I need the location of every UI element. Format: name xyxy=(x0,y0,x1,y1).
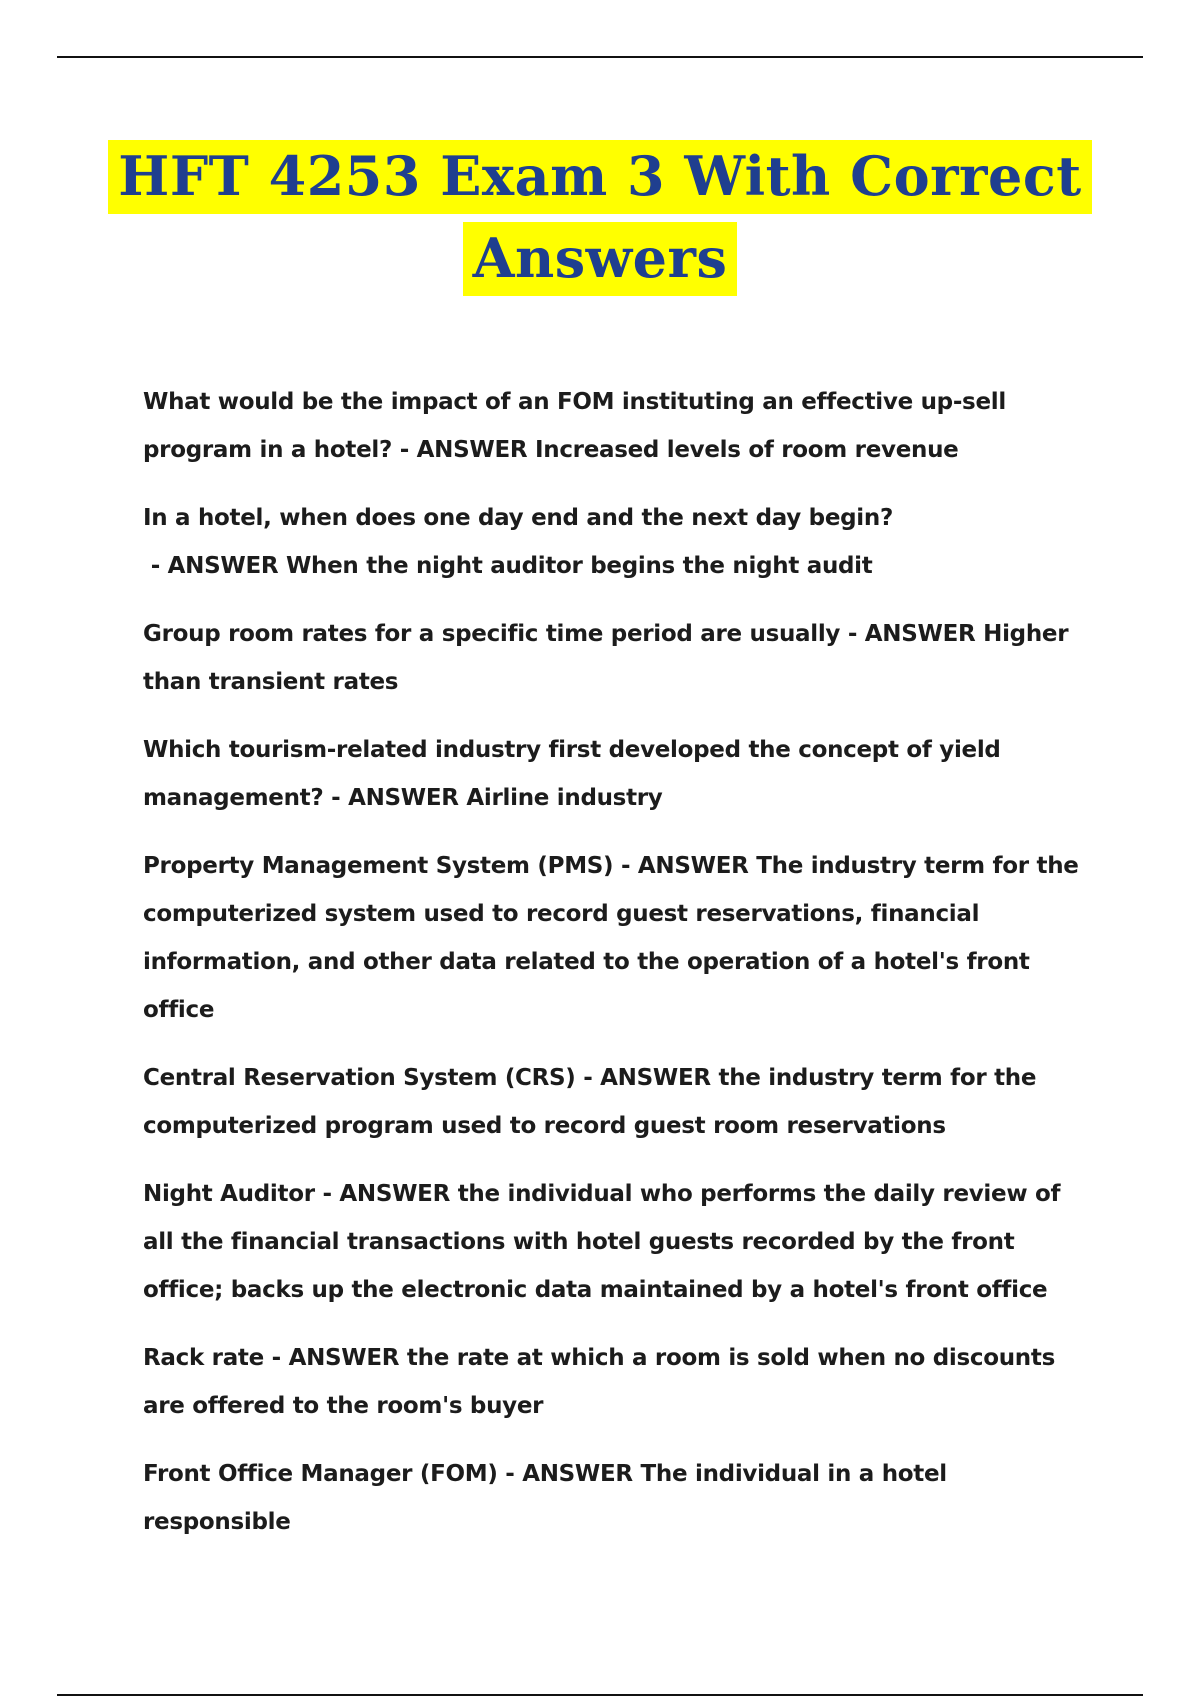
answer-separator: - ANSWER xyxy=(263,1345,407,1371)
answer-separator: - ANSWER xyxy=(323,785,467,811)
qa-item xyxy=(143,1334,1093,1430)
answer-text: the rate at which a room is sold when no discounts are offered to the room's buyer xyxy=(143,1345,1055,1419)
qa-item xyxy=(143,610,1093,706)
question-text: What would be the impact of an FOM instituting an effective up-sell program in a hotel? xyxy=(143,389,1006,463)
question-text: Central Reservation System (CRS) xyxy=(143,1065,576,1091)
answer-text: The individual in a hotel responsible xyxy=(143,1461,947,1535)
answer-text: Increased levels of room revenue xyxy=(534,437,959,463)
answer-text: Higher than transient rates xyxy=(143,621,1069,695)
qa-item xyxy=(143,726,1093,822)
answer-separator: - ANSWER xyxy=(497,1461,641,1487)
answer-separator: - ANSWER xyxy=(143,553,286,579)
question-text: Rack rate xyxy=(143,1345,264,1371)
qa-item xyxy=(143,1054,1093,1150)
question-text: Group room rates for a specific time period are usually xyxy=(143,621,841,647)
answer-text: the individual who performs the daily review of all the financial transactions with hotel guests recorded by the front office; backs up the electronic data maintained by a hotel's front office xyxy=(143,1181,1061,1303)
qa-item xyxy=(143,494,1093,590)
answer-text: the industry term for the computerized program used to record guest room reservations xyxy=(143,1065,1037,1139)
question-text: Property Management System (PMS) xyxy=(143,853,614,879)
top-rule xyxy=(57,56,1143,58)
qa-item xyxy=(143,842,1093,1034)
answer-text: When the night auditor begins the night audit xyxy=(285,553,873,579)
answer-separator: - ANSWER xyxy=(840,621,984,647)
question-text: Front Office Manager (FOM) xyxy=(143,1461,498,1487)
answer-separator: - ANSWER xyxy=(613,853,757,879)
answer-separator: - ANSWER xyxy=(314,1181,458,1207)
document-title xyxy=(0,140,1200,296)
question-text: Night Auditor xyxy=(143,1181,315,1207)
title-line-1: HFT 4253 Exam 3 With Correct xyxy=(108,140,1091,214)
qa-item xyxy=(143,1170,1093,1314)
answer-text: The industry term for the computerized system used to record guest reservations, financial information, and other data related to the operation of a hotel's front office xyxy=(143,853,1079,1023)
qa-item xyxy=(143,1450,1093,1546)
qa-list xyxy=(143,378,1093,1566)
answer-text: Airline industry xyxy=(466,785,663,811)
answer-separator: - ANSWER xyxy=(575,1065,719,1091)
answer-separator: - ANSWER xyxy=(392,437,535,463)
bottom-rule xyxy=(57,1694,1143,1696)
title-line-2: Answers xyxy=(463,222,738,296)
question-text: In a hotel, when does one day end and the next day begin? xyxy=(143,505,893,531)
qa-item xyxy=(143,378,1093,474)
question-text: Which tourism-related industry first developed the concept of yield management? xyxy=(143,737,1001,811)
